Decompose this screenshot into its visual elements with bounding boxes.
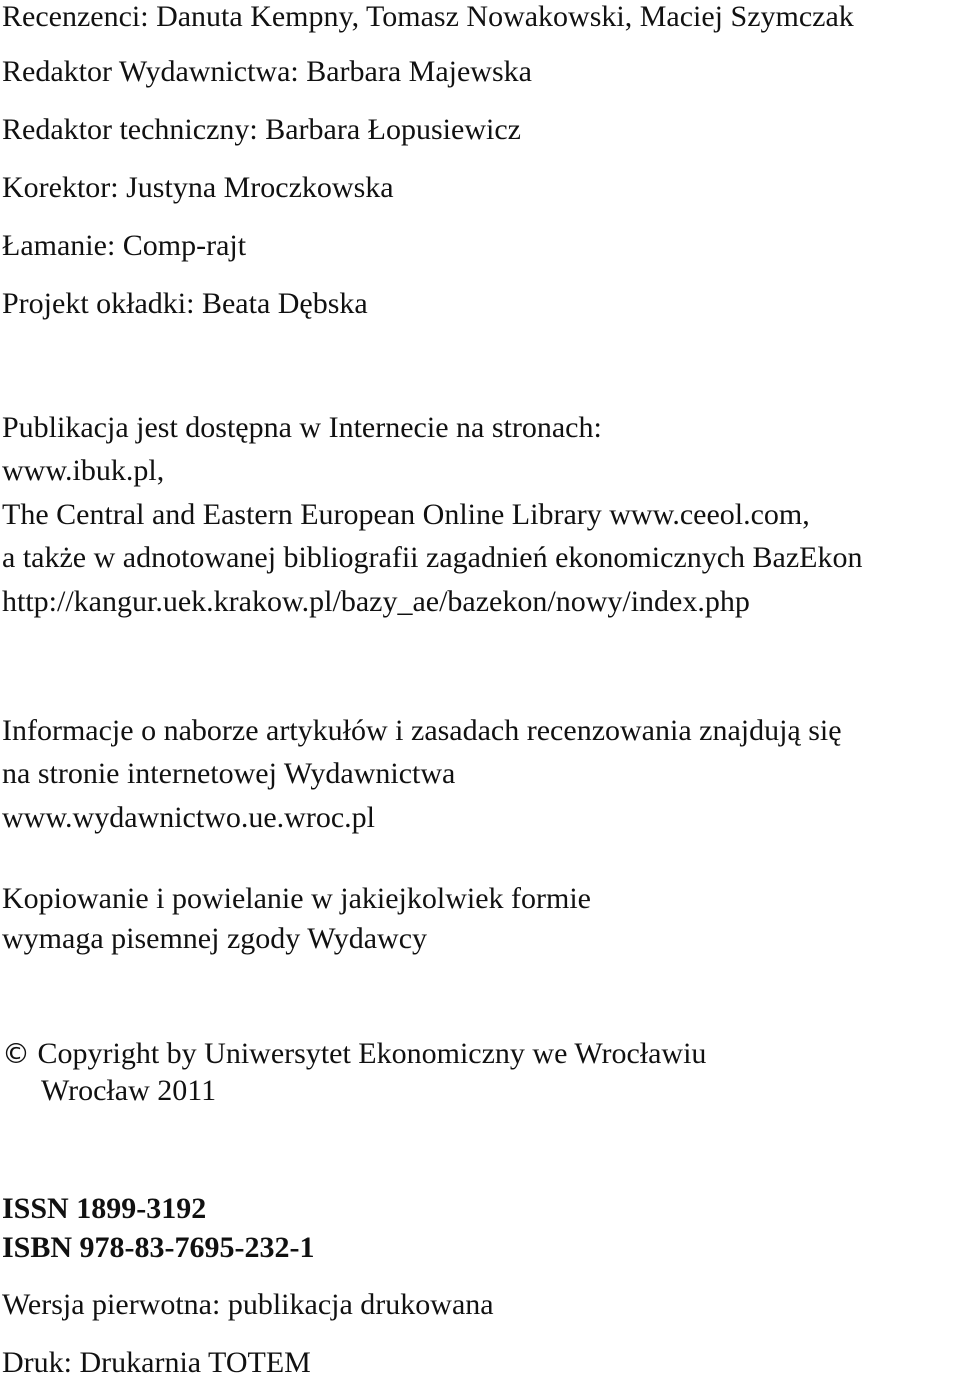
copying-line-1: Kopiowanie i powielanie w jakiejkolwiek formie bbox=[2, 882, 591, 915]
bazekon-line: a także w adnotowanej bibliografii zagadnień ekonomicznych BazEkon bbox=[2, 541, 863, 574]
availability-intro: Publikacja jest dostępna w Internecie na stronach: bbox=[2, 411, 602, 444]
isbn-line: ISBN 978-83-7695-232-1 bbox=[2, 1231, 315, 1264]
submissions-line-2: na stronie internetowej Wydawnictwa bbox=[2, 757, 456, 790]
printer-line: Druk: Drukarnia TOTEM bbox=[2, 1346, 311, 1379]
ibuk-link: www.ibuk.pl, bbox=[2, 454, 165, 487]
issn-line: ISSN 1899-3192 bbox=[2, 1192, 207, 1225]
copyright-symbol-icon: © bbox=[2, 1037, 30, 1070]
technical-editor-line: Redaktor techniczny: Barbara Łopusiewicz bbox=[2, 113, 521, 146]
proofreader-line: Korektor: Justyna Mroczkowska bbox=[2, 171, 394, 204]
publisher-url: www.wydawnictwo.ue.wroc.pl bbox=[2, 801, 375, 834]
ceeol-line: The Central and Eastern European Online Library www.ceeol.com, bbox=[2, 498, 810, 531]
typesetting-line: Łamanie: Comp-rajt bbox=[2, 229, 247, 262]
cover-design-line: Projekt okładki: Beata Dębska bbox=[2, 287, 368, 320]
edition-line: Wersja pierwotna: publikacja drukowana bbox=[2, 1288, 494, 1321]
copyright-line bbox=[2, 1039, 706, 1069]
copyright-holder: Copyright by Uniwersytet Ekonomiczny we Wrocławiu bbox=[37, 1037, 707, 1070]
place-year-line: Wrocław 2011 bbox=[41, 1074, 217, 1107]
bazekon-url: http://kangur.uek.krakow.pl/bazy_ae/bazekon/nowy/index.php bbox=[2, 585, 750, 618]
submissions-line-1: Informacje o naborze artykułów i zasadach recenzowania znajdują się bbox=[2, 714, 842, 747]
publishing-editor-line: Redaktor Wydawnictwa: Barbara Majewska bbox=[2, 55, 532, 88]
reviewers-line: Recenzenci: Danuta Kempny, Tomasz Nowakowski, Maciej Szymczak bbox=[2, 0, 854, 33]
copying-line-2: wymaga pisemnej zgody Wydawcy bbox=[2, 922, 428, 955]
